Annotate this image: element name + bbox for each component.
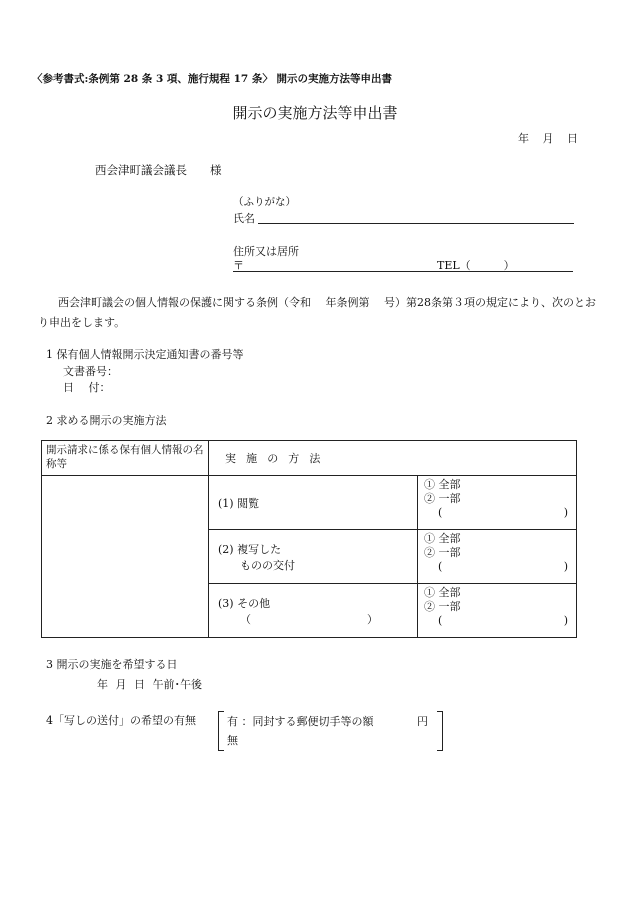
- option-all[interactable]: ① 全部: [424, 478, 461, 491]
- form-title: 開示の実施方法等申出書: [232, 104, 398, 122]
- method-cell-2: [209, 530, 418, 584]
- table-header-name: 開示請求に係る保有個人情報の名称等: [42, 441, 209, 476]
- yen-unit: 円: [417, 715, 428, 728]
- section1-heading: 1 保有個人情報開示決定通知書の番号等: [46, 348, 244, 361]
- option-cell-3[interactable]: [418, 584, 577, 638]
- option-yes[interactable]: 有 ：同封する郵便切手等の額: [227, 715, 374, 728]
- table-header-method: 実 施 の 方 法: [209, 441, 577, 476]
- option-partial[interactable]: ② 一部: [424, 600, 461, 613]
- option-no[interactable]: 無: [227, 734, 238, 747]
- name-label: 氏名: [233, 212, 255, 225]
- furigana-label: （ふりがな）: [233, 196, 296, 208]
- option-paren: ( ): [438, 506, 568, 519]
- reference-header: 〈参考書式:条例第 28 条 3 項、施行規程 17 条〉 開示の実施方法等申出書: [32, 73, 392, 85]
- section4-heading: 4「写しの送付」の希望の有無: [46, 714, 196, 727]
- name-field[interactable]: [258, 223, 574, 224]
- info-name-cell[interactable]: [42, 476, 209, 638]
- postal-mark: 〒: [233, 259, 244, 272]
- doc-number-label: 文書番号：: [63, 365, 118, 378]
- option-partial[interactable]: ② 一部: [424, 492, 461, 505]
- tel-label: TEL（ ）: [437, 259, 515, 272]
- preferred-date-line[interactable]: 年 月 日 午前･午後: [97, 678, 202, 691]
- option-partial[interactable]: ② 一部: [424, 546, 461, 559]
- bracket-right: [437, 711, 443, 751]
- body-text: 西会津町議会の個人情報の保護に関する条例（令和 年条例第 号）第28条第３項の規定により、次のとおり申出をします。: [38, 296, 596, 329]
- method-label: (2) 複写した: [218, 542, 282, 556]
- method-label-line2: ものの交付: [240, 558, 295, 572]
- method-cell-3: [209, 584, 418, 638]
- option-paren: ( ): [438, 560, 568, 573]
- option-paren: ( ): [438, 614, 568, 627]
- date-line: 年 月 日: [518, 132, 578, 145]
- bracket-left: [218, 711, 224, 751]
- addressee: 西会津町議会議長 様: [95, 163, 222, 177]
- option-cell-1[interactable]: [418, 476, 577, 530]
- date-label: 日 付：: [63, 381, 111, 394]
- section3-heading: 3 開示の実施を希望する日: [46, 658, 178, 671]
- methods-table: [41, 440, 577, 638]
- method-cell-1: [209, 476, 418, 530]
- option-all[interactable]: ① 全部: [424, 532, 461, 545]
- address-label: 住所又は居所: [233, 245, 299, 258]
- method-label: (1) 閲覧: [218, 496, 260, 510]
- other-paren[interactable]: （ ）: [240, 612, 378, 626]
- address-field[interactable]: [233, 271, 573, 272]
- option-all[interactable]: ① 全部: [424, 586, 461, 599]
- section2-heading: 2 求める開示の実施方法: [46, 414, 167, 427]
- method-label: (3) その他: [218, 596, 271, 610]
- option-cell-2[interactable]: [418, 530, 577, 584]
